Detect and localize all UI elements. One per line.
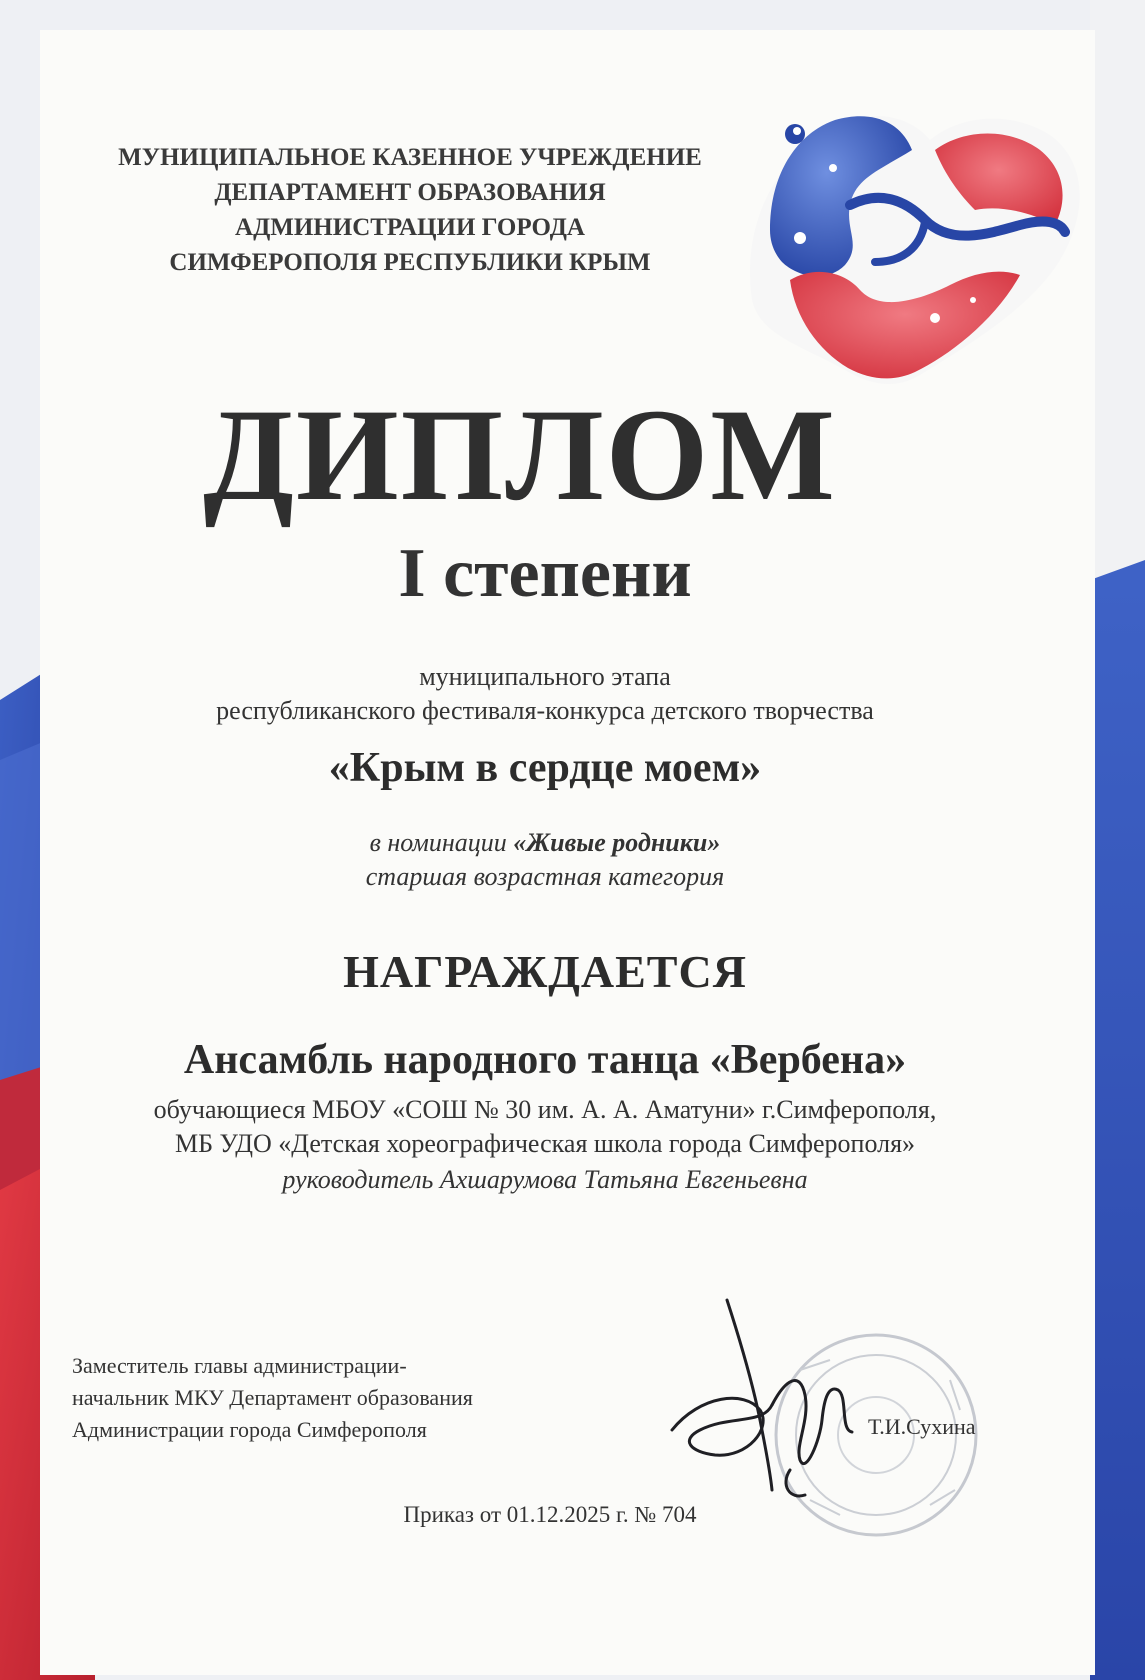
recipient-leader: руководитель Ахшарумова Татьяна Евгеньевна (282, 1165, 808, 1194)
recipient-name: Ансамбль народного танца «Вербена» (183, 1037, 907, 1083)
nomination-name: «Живые родники» (513, 828, 721, 857)
award-heading: НАГРАЖДАЕТСЯ (343, 946, 747, 997)
nomination-prefix: в номинации (369, 828, 514, 857)
age-category: старшая возрастная категория (365, 862, 725, 891)
recipient-school (40, 1093, 1050, 1161)
position-line: начальник МКУ Департамент образования (72, 1385, 473, 1410)
contest-name: «Крым в сердце моем» (328, 745, 762, 791)
signatory-name: Т.И.Сухина (868, 1414, 976, 1439)
signatory-position (72, 1350, 592, 1446)
stage-line: республиканского фестиваля-конкурса детского творчества (216, 696, 874, 725)
organization-header (80, 140, 740, 280)
position-line: Заместитель главы администрации- (72, 1353, 407, 1378)
contest-stage (60, 660, 1030, 728)
org-line: СИМФЕРОПОЛЯ РЕСПУБЛИКИ КРЫМ (169, 249, 651, 276)
org-line: ДЕПАРТАМЕНТ ОБРАЗОВАНИЯ (214, 179, 606, 206)
diploma-degree: I степени (398, 535, 692, 612)
nomination (60, 826, 1030, 894)
org-line: МУНИЦИПАЛЬНОЕ КАЗЕННОЕ УЧРЕЖДЕНИЕ (118, 144, 702, 171)
stage-line: муниципального этапа (419, 662, 671, 691)
order-reference: Приказ от 01.12.2025 г. № 704 (403, 1502, 697, 1527)
org-line: АДМИНИСТРАЦИИ ГОРОДА (235, 214, 585, 241)
nomination-line (60, 826, 1030, 860)
position-line: Администрации города Симферополя (72, 1417, 427, 1442)
school-line: обучающиеся МБОУ «СОШ № 30 им. А. А. Аматуни» г.Симферополя, (153, 1095, 937, 1124)
school-line: МБ УДО «Детская хореографическая школа города Симферополя» (174, 1129, 916, 1158)
diploma-title: ДИПЛОМ (203, 381, 837, 528)
